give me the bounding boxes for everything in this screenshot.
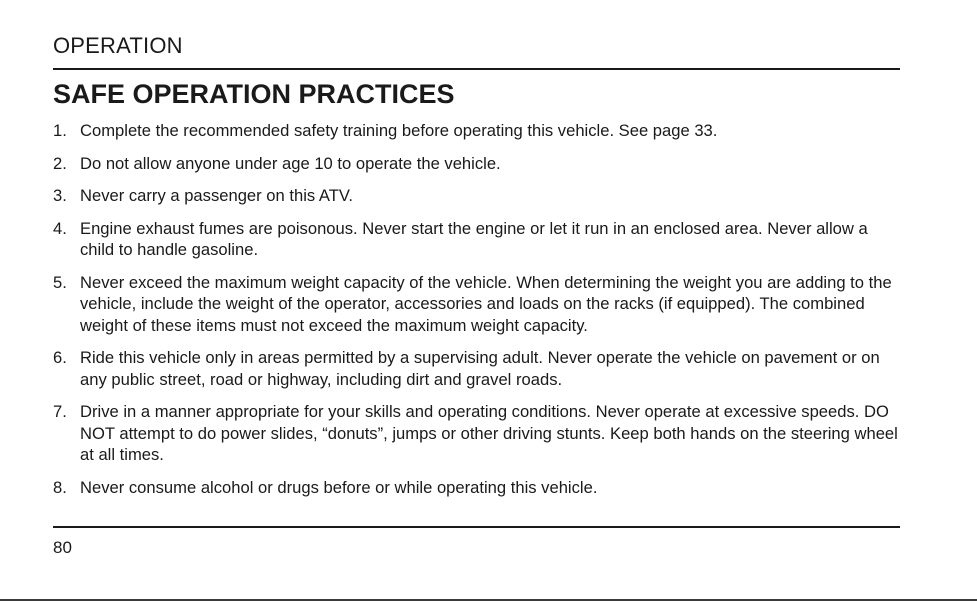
list-item	[53, 347, 900, 390]
item-number: 4.	[53, 218, 67, 238]
page-title: SAFE OPERATION PRACTICES	[53, 79, 455, 109]
item-number: 2.	[53, 153, 67, 173]
item-number: 3.	[53, 186, 67, 205]
manual-page	[53, 0, 900, 601]
list-item	[53, 272, 900, 337]
item-number: 8.	[53, 477, 67, 497]
page-number: 80	[53, 538, 72, 557]
item-text: Never consume alcohol or drugs before or while operating this vehicle.	[80, 477, 598, 497]
item-number: 1.	[53, 121, 67, 140]
item-text: Never exceed the maximum weight capacity of the vehicle. When determining the weight you are adding to the vehicle, include the weight of the operator, accessories and loads on the racks (if equipped). The combined weight of these items must not exceed the maximum weight capacity.	[80, 272, 892, 335]
section-header: OPERATION	[53, 33, 183, 58]
item-text: Complete the recommended safety training before operating this vehicle. See page 33.	[80, 121, 718, 140]
list-item	[53, 477, 900, 499]
item-text: Engine exhaust fumes are poisonous. Never start the engine or let it run in an enclosed area. Never allow a child to handle gasoline.	[80, 218, 868, 259]
item-number: 6.	[53, 348, 67, 367]
list-item	[53, 153, 900, 175]
list-item	[53, 185, 900, 207]
list-item	[53, 401, 900, 466]
item-text: Do not allow anyone under age 10 to operate the vehicle.	[80, 153, 501, 173]
item-text: Never carry a passenger on this ATV.	[80, 186, 354, 205]
footer-divider	[53, 526, 900, 528]
item-number: 7.	[53, 402, 67, 421]
item-text: Drive in a manner appropriate for your skills and operating conditions. Never operate at excessive speeds. DO NOT attempt to do power slides, “donuts”, jumps or other driving stunts. Keep both hands on the steering wheel at all times.	[80, 402, 898, 464]
header-divider	[53, 68, 900, 70]
safety-practice-list	[53, 120, 900, 509]
list-item	[53, 120, 900, 142]
item-number: 5.	[53, 272, 67, 292]
item-text: Ride this vehicle only in areas permitted by a supervising adult. Never operate the vehicle on pavement or on any public street, road or highway, including dirt and gravel roads.	[80, 348, 880, 389]
list-item	[53, 218, 900, 261]
